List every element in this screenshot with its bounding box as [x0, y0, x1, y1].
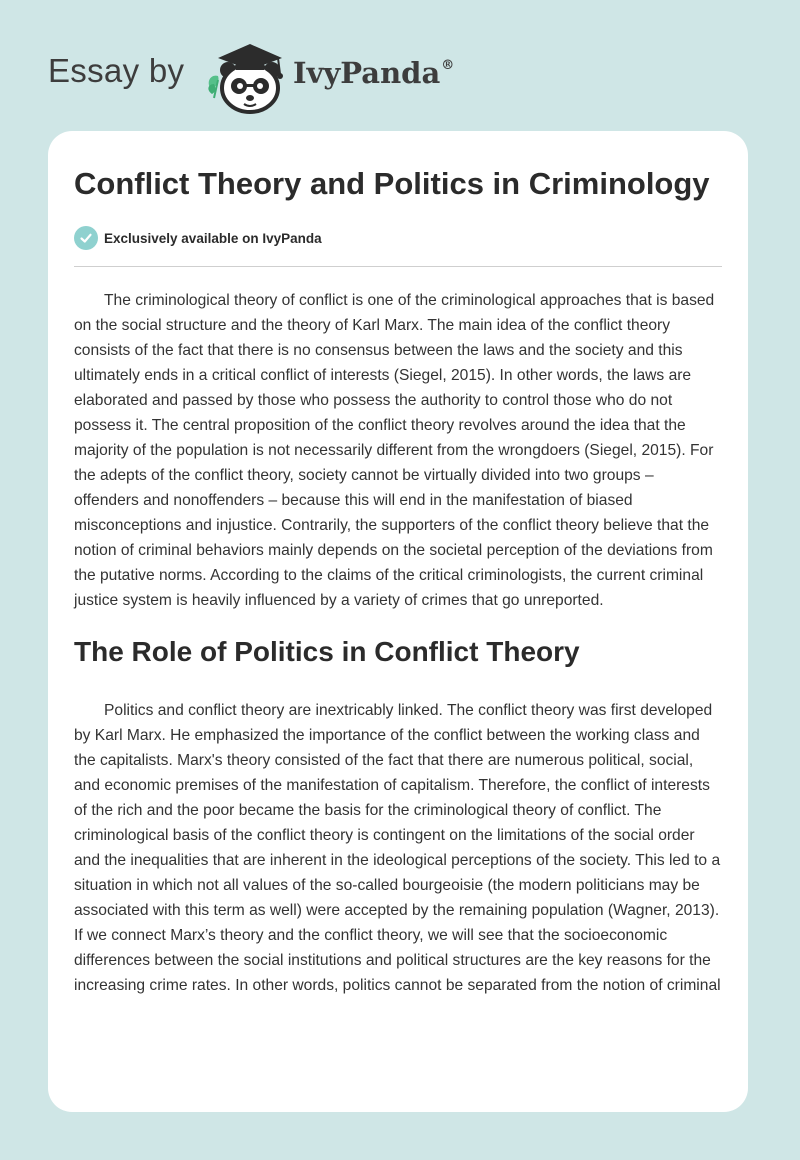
registered-mark: ® [441, 58, 455, 73]
essay-by-label: Essay by [48, 52, 185, 89]
paragraph-politics: Politics and conflict theory are inextricably linked. The conflict theory was first developed by Karl Marx. He emphasized the importance of the conflict between the working class and the capitalists. Marx's theory consisted of the fact that there are numerous political, social, and economic premises of the manifestation of capitalism. Therefore, the conflict of interests of the rich and the poor became the basis for the criminological theory of conflict. The criminological basis of the conflict theory is contingent on the limitations of the social order and the inequalities that are inherent in the ideological perceptions of the society. This led to a situation in which not all values of the so-called bourgeoisie (the modern politicians may be associated with this term as well) were accepted by the remaining population (Wagner, 2013). If we connect Marx’s theory and the conflict theory, we will see that the socioeconomic differences between the social institutions and political structures are the key reasons for the increasing crime rates. In other words, politics cannot be separated from the notion of criminal [74, 702, 721, 994]
section-heading: The Role of Politics in Conflict Theory [74, 636, 580, 667]
panda-graduate-icon [200, 36, 300, 116]
ivypanda-logo[interactable] [200, 36, 300, 116]
check-icon [74, 226, 98, 250]
site-header [48, 36, 648, 116]
badge-label: Exclusively available on IvyPanda [104, 230, 322, 246]
brand-name[interactable] [293, 56, 454, 90]
essay-title: Conflict Theory and Politics in Criminology [74, 166, 710, 201]
brand-text: IvyPanda [293, 56, 441, 90]
essay-card [48, 131, 748, 1112]
exclusive-badge [74, 225, 722, 251]
essay-content [74, 163, 722, 998]
divider [74, 266, 722, 267]
paragraph-intro: The criminological theory of conflict is one of the criminological approaches that is based on the social structure and the theory of Karl Marx. The main idea of the conflict theory consists of the fact that there is no consensus between the laws and the society and this ultimately ends in a critical conflict of interests (Siegel, 2015). In other words, the laws are elaborated and passed by those who possess the authority to control those who do not possess it. The central proposition of the conflict theory revolves around the idea that the majority of the population is not necessarily different from the wrongdoers (Siegel, 2015). For the adepts of the conflict theory, society cannot be virtually divided into two groups – offenders and nonoffenders – because this will end in the manifestation of biased misconceptions and injustice. Contrarily, the supporters of the conflict theory believe that the notion of criminal behaviors mainly depends on the societal perception of the deviations from the putative norms. According to the claims of the critical criminologists, the current criminal justice system is heavily influenced by a variety of crimes that go unreported. [74, 292, 715, 609]
